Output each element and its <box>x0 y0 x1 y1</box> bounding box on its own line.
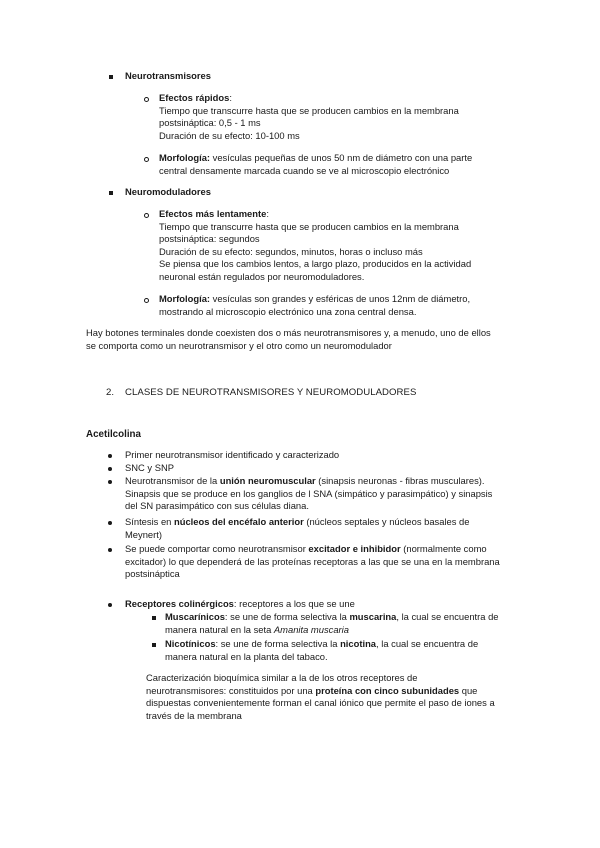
nt-heading: Neurotransmisores <box>125 70 211 81</box>
ach-bullet-1: Primer neurotransmisor identificado y caracterizado <box>125 449 340 460</box>
bullet-circle-icon <box>144 157 149 162</box>
nm-morph-block: Morfología: vesículas son grandes y esféricas de unos 12nm de diámetro, mostrando al microscopio electrónico una zona central densa. <box>159 293 471 317</box>
ach-characterization: Caracterización bioquímica similar a la de los otros receptores de neurotransmisores: constituidos por una proteína con cinco subunidades que dispuestas convenientemente forman el canal iónico que permite el paso de iones a través de la membrana <box>146 672 495 721</box>
ach-receptors: Receptores colinérgicos: receptores a los que se une <box>125 598 355 609</box>
acetilcolina-heading: Acetilcolina <box>86 429 141 440</box>
ach-nicotinic: Nicotínicos: se une de forma selectiva la nicotina, la cual se encuentra de manera natural en la planta del tabaco. <box>165 638 479 662</box>
bullet-dot-icon <box>108 467 112 471</box>
nm-slow-block: Efectos más lentamente: Tiempo que transcurre hasta que se producen cambios en la membrana postsináptica: segundos Duración de su efecto: segundos, minutos, horas o incluso más Se piensa que los cambios lentos, a largo plazo, producidos en la actividad neuronal están regulados por neuromoduladores. <box>159 208 472 282</box>
ach-bullet-4: Síntesis en núcleos del encéfalo anterior (núcleos septales y núcleos basales de Meynert) <box>125 516 470 540</box>
bullet-square-icon <box>152 643 156 647</box>
bullet-circle-icon <box>144 97 149 102</box>
nt-fast-block: Efectos rápidos: Tiempo que transcurre hasta que se producen cambios en la membrana postsináptica: 0,5 - 1 ms Duración de su efecto: 10-100 ms <box>159 92 459 141</box>
ach-bullet-3: Neurotransmisor de la unión neuromuscular (sinapsis neuronas - fibras musculares). Sinapsis que se produce en los ganglios de l SNA (simpático y parasimpático) y sinapsis del SN parasimpático con sus células diana. <box>125 475 493 512</box>
bullet-square-icon <box>109 191 113 195</box>
ach-muscarinic: Muscarínicos: se une de forma selectiva la muscarina, la cual se encuentra de manera natural en la seta Amanita muscaria <box>165 611 499 635</box>
bullet-dot-icon <box>108 480 112 484</box>
bullet-dot-icon <box>108 548 112 552</box>
ach-bullet-5: Se puede comportar como neurotransmisor excitador e inhibidor (normalmente como excitador) lo que dependerá de las proteínas receptoras a las que se una en la membrana postsináptica <box>125 543 500 580</box>
nm-heading: Neuromoduladores <box>125 186 211 197</box>
bullet-circle-icon <box>144 298 149 303</box>
ach-bullet-2: SNC y SNP <box>125 462 174 473</box>
section-number: 2. <box>106 387 115 398</box>
section-title: CLASES DE NEUROTRANSMISORES Y NEUROMODULADORES <box>125 387 417 398</box>
bullet-dot-icon <box>108 603 112 607</box>
bullet-circle-icon <box>144 213 149 218</box>
bullet-square-icon <box>109 75 113 79</box>
bullet-square-icon <box>152 616 156 620</box>
bullet-dot-icon <box>108 454 112 458</box>
bullet-dot-icon <box>108 521 112 525</box>
nt-morph-block: Morfología: vesículas pequeñas de unos 50 nm de diámetro con una parte central densamente marcada cuando se ve al microscopio electrónico <box>159 152 473 176</box>
coexist-paragraph: Hay botones terminales donde coexisten dos o más neurotransmisores y, a menudo, uno de ellos se comporta como un neurotransmisor y el otro como un neuromodulador <box>86 327 491 351</box>
